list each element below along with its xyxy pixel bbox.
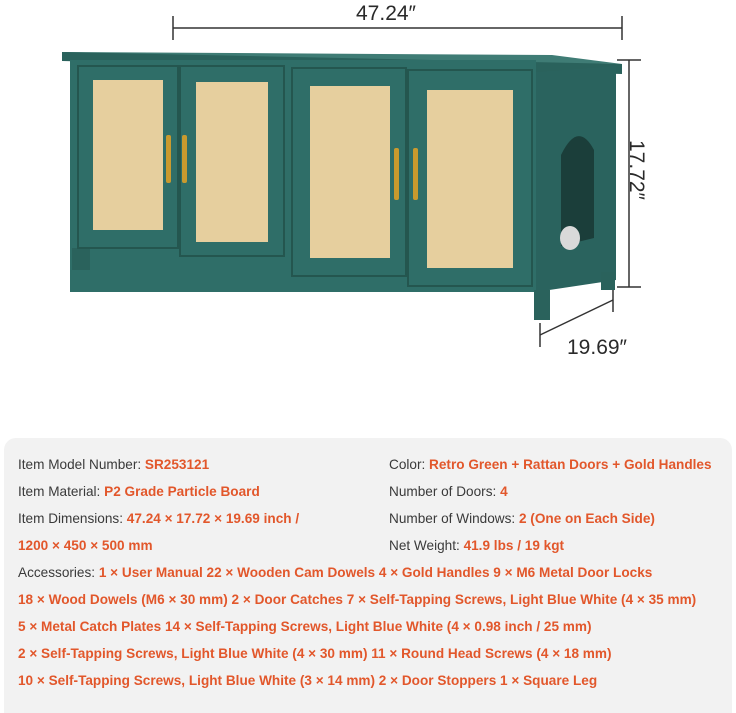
- spec-dimensions: [18, 510, 299, 528]
- accessory-line: 1 × User Manual 22 × Wooden Cam Dowels 4 × Gold Handles 9 × M6 Metal Door Locks: [98, 565, 653, 580]
- spec-label: Item Material:: [18, 484, 101, 499]
- spec-label: Accessories:: [18, 565, 96, 580]
- spec-value: 41.9 lbs / 19 kgt: [463, 538, 565, 553]
- door: [292, 68, 406, 276]
- accessory-row: [18, 618, 592, 636]
- spec-label: Number of Doors:: [389, 484, 497, 499]
- spec-label: Item Dimensions:: [18, 511, 124, 526]
- spec-panel: [4, 438, 732, 713]
- leg: [601, 272, 615, 290]
- accessory-row: [18, 645, 612, 663]
- accessory-line: 10 × Self-Tapping Screws, Light Blue White (3 × 14 mm) 2 × Door Stoppers 1 × Square Leg: [18, 673, 598, 688]
- spec-value: 1200 × 450 × 500 mm: [18, 538, 153, 553]
- spec-label: Number of Windows:: [389, 511, 516, 526]
- spec-value: 4: [500, 484, 508, 499]
- spec-value: SR253121: [144, 457, 210, 472]
- spec-dimensions-metric: [18, 537, 153, 555]
- width-label: 47.24″: [356, 2, 416, 25]
- spec-value: P2 Grade Particle Board: [104, 484, 260, 499]
- spec-value: 2 (One on Each Side): [518, 511, 655, 526]
- leg: [72, 248, 90, 270]
- accessory-line: 2 × Self-Tapping Screws, Light Blue White (4 × 30 mm) 11 × Round Head Screws (4 × 18 mm): [18, 646, 612, 661]
- spec-windows: [389, 510, 655, 528]
- gold-handle: [182, 135, 187, 183]
- spec-label: Color:: [389, 457, 426, 472]
- depth-label: 19.69″: [567, 336, 627, 359]
- accessory-row: [18, 672, 597, 690]
- spec-doors: [389, 483, 508, 501]
- door: [408, 70, 532, 286]
- spec-weight: [389, 537, 564, 555]
- spec-value: 47.24 × 17.72 × 19.69 inch /: [126, 511, 300, 526]
- accessory-line: 18 × Wood Dowels (M6 × 30 mm) 2 × Door Catches 7 × Self-Tapping Screws, Light Blue White (4 × 35 mm): [18, 592, 697, 607]
- spec-model: [18, 456, 209, 474]
- spec-label: Item Model Number:: [18, 457, 142, 472]
- accessory-line: 5 × Metal Catch Plates 14 × Self-Tapping Screws, Light Blue White (4 × 0.98 inch / 25 mm): [18, 619, 592, 634]
- height-label: 17.72″: [625, 140, 648, 200]
- leg: [534, 290, 550, 320]
- gold-handle: [394, 148, 399, 200]
- spec-value: Retro Green + Rattan Doors + Gold Handles: [429, 457, 712, 472]
- door: [180, 66, 284, 256]
- gold-handle: [166, 135, 171, 183]
- gold-handle: [413, 148, 418, 200]
- spec-color: [389, 456, 712, 474]
- spec-accessories: [18, 564, 652, 582]
- spec-material: [18, 483, 260, 501]
- door: [78, 66, 178, 248]
- accessory-row: [18, 591, 696, 609]
- spec-label: Net Weight:: [389, 538, 460, 553]
